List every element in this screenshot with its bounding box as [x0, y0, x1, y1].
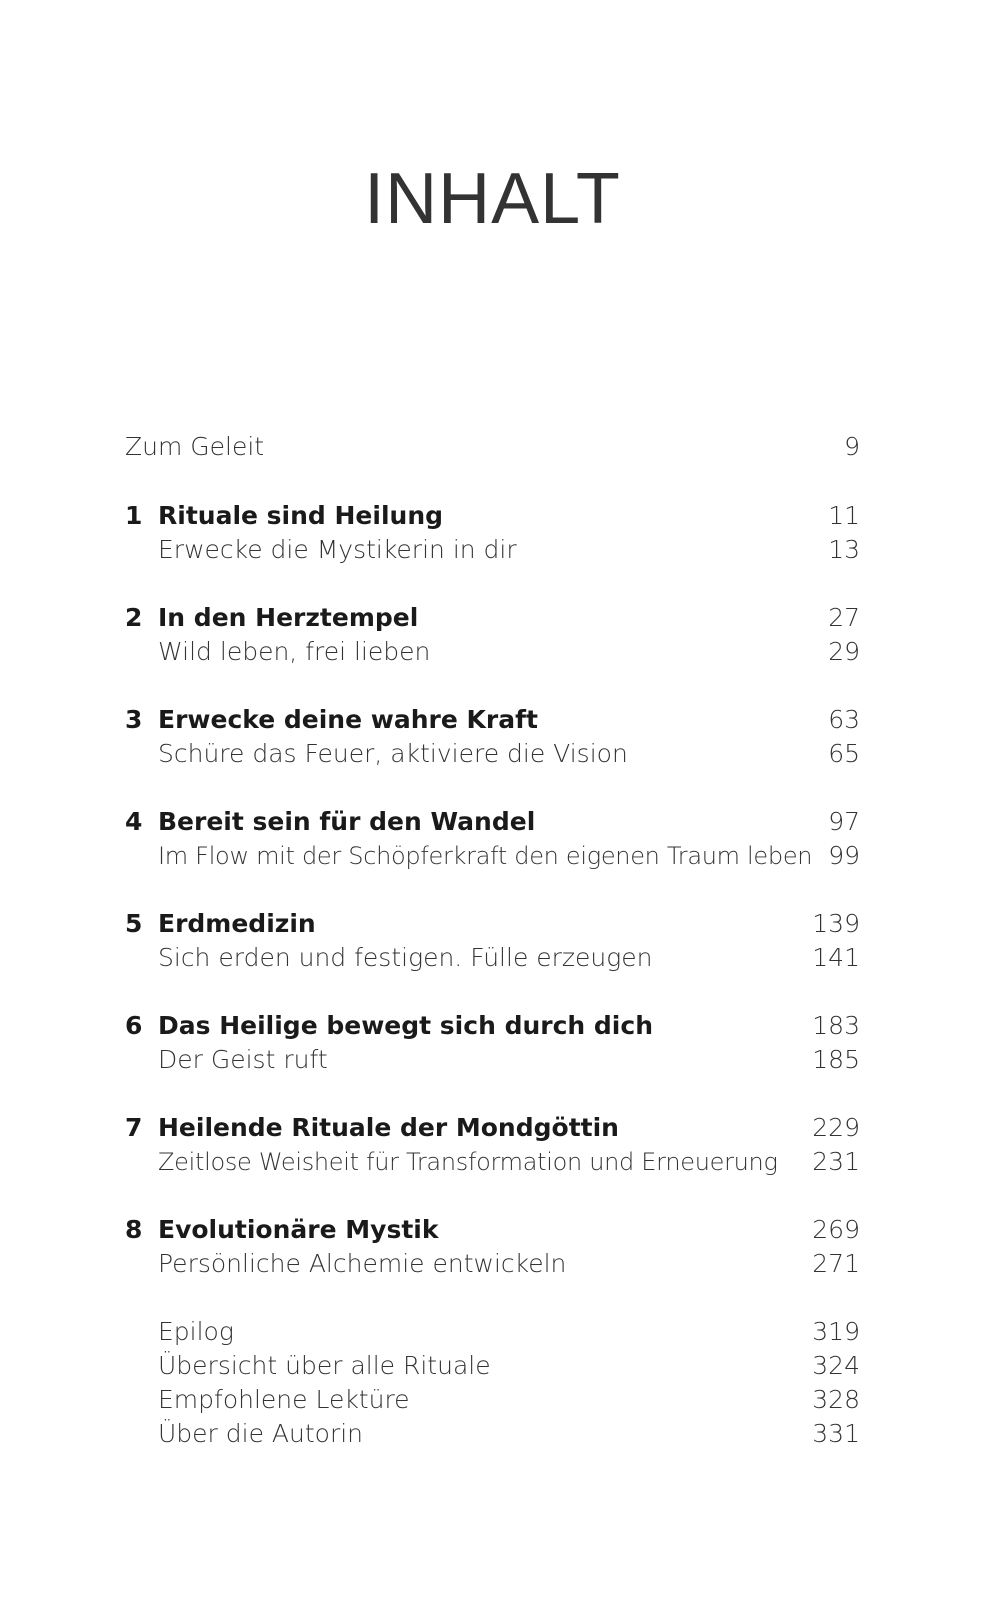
appendix-page: 324: [812, 1351, 860, 1380]
appendix-title: Empfohlene Lektüre: [158, 1385, 410, 1414]
appendix-title: Über die Autorin: [158, 1419, 364, 1448]
toc-subentry-3: [0, 737, 985, 771]
toc-chapter-3: [0, 703, 985, 737]
subentry-page: 231: [812, 1147, 860, 1176]
chapter-title: Erwecke deine wahre Kraft: [158, 705, 538, 734]
toc-appendix-epilog: [0, 1315, 985, 1349]
chapter-page: 63: [828, 705, 860, 734]
appendix-title: Epilog: [158, 1317, 234, 1346]
subentry-title: Persönliche Alchemie entwickeln: [158, 1249, 567, 1278]
chapter-number: 2: [125, 603, 143, 632]
toc-appendix-author: [0, 1417, 985, 1451]
chapter-number: 3: [125, 705, 143, 734]
subentry-page: 185: [812, 1045, 860, 1074]
chapter-page: 139: [812, 909, 860, 938]
toc-subentry-1: [0, 533, 985, 567]
chapter-number: 6: [125, 1011, 143, 1040]
toc-subentry-4: [0, 839, 985, 873]
appendix-page: 319: [812, 1317, 860, 1346]
chapter-page: 229: [812, 1113, 860, 1142]
toc-subentry-5: [0, 941, 985, 975]
chapter-number: 4: [125, 807, 143, 836]
chapter-title: Heilende Rituale der Mondgöttin: [158, 1113, 619, 1142]
subentry-page: 13: [828, 535, 860, 564]
subentry-page: 99: [828, 841, 860, 870]
subentry-title: Wild leben, frei lieben: [158, 637, 431, 666]
chapter-page: 27: [828, 603, 860, 632]
toc-chapter-8: [0, 1213, 985, 1247]
toc-chapter-2: [0, 601, 985, 635]
toc-entry-title: Zum Geleit: [125, 432, 265, 461]
appendix-title: Übersicht über alle Rituale: [158, 1351, 491, 1380]
toc-entry-intro: [0, 430, 985, 464]
toc-chapter-5: [0, 907, 985, 941]
chapter-page: 11: [828, 501, 860, 530]
toc-chapter-1: [0, 499, 985, 533]
chapter-title: Rituale sind Heilung: [158, 501, 444, 530]
chapter-title: Bereit sein für den Wandel: [158, 807, 536, 836]
chapter-page: 97: [828, 807, 860, 836]
toc-subentry-8: [0, 1247, 985, 1281]
toc-appendix-reading: [0, 1383, 985, 1417]
toc-subentry-2: [0, 635, 985, 669]
chapter-title: Das Heilige bewegt sich durch dich: [158, 1011, 653, 1040]
chapter-title: In den Herztempel: [158, 603, 419, 632]
subentry-page: 271: [812, 1249, 860, 1278]
chapter-title: Evolutionäre Mystik: [158, 1215, 439, 1244]
chapter-page: 183: [812, 1011, 860, 1040]
chapter-page: 269: [812, 1215, 860, 1244]
subentry-page: 29: [828, 637, 860, 666]
appendix-page: 331: [812, 1419, 860, 1448]
subentry-title: Der Geist ruft: [158, 1045, 328, 1074]
toc-chapter-7: [0, 1111, 985, 1145]
toc-chapter-4: [0, 805, 985, 839]
subentry-page: 141: [812, 943, 860, 972]
appendix-page: 328: [812, 1385, 860, 1414]
chapter-number: 7: [125, 1113, 143, 1142]
toc-appendix-rituals: [0, 1349, 985, 1383]
chapter-number: 1: [125, 501, 143, 530]
toc-entry-page: 9: [844, 432, 860, 461]
subentry-title: Schüre das Feuer, aktiviere die Vision: [158, 739, 628, 768]
subentry-page: 65: [828, 739, 860, 768]
subentry-title: Sich erden und festigen. Fülle erzeugen: [158, 943, 653, 972]
toc-subentry-6: [0, 1043, 985, 1077]
toc-subentry-7: [0, 1145, 985, 1179]
subentry-title: Zeitlose Weisheit für Transformation und Erneuerung: [158, 1148, 778, 1176]
chapter-number: 8: [125, 1215, 143, 1244]
chapter-title: Erdmedizin: [158, 909, 316, 938]
toc-chapter-6: [0, 1009, 985, 1043]
chapter-number: 5: [125, 909, 143, 938]
subentry-title: Im Flow mit der Schöpferkraft den eigenen Traum leben: [158, 842, 813, 870]
page-title: INHALT: [364, 159, 621, 239]
subentry-title: Erwecke die Mystikerin in dir: [158, 535, 517, 564]
